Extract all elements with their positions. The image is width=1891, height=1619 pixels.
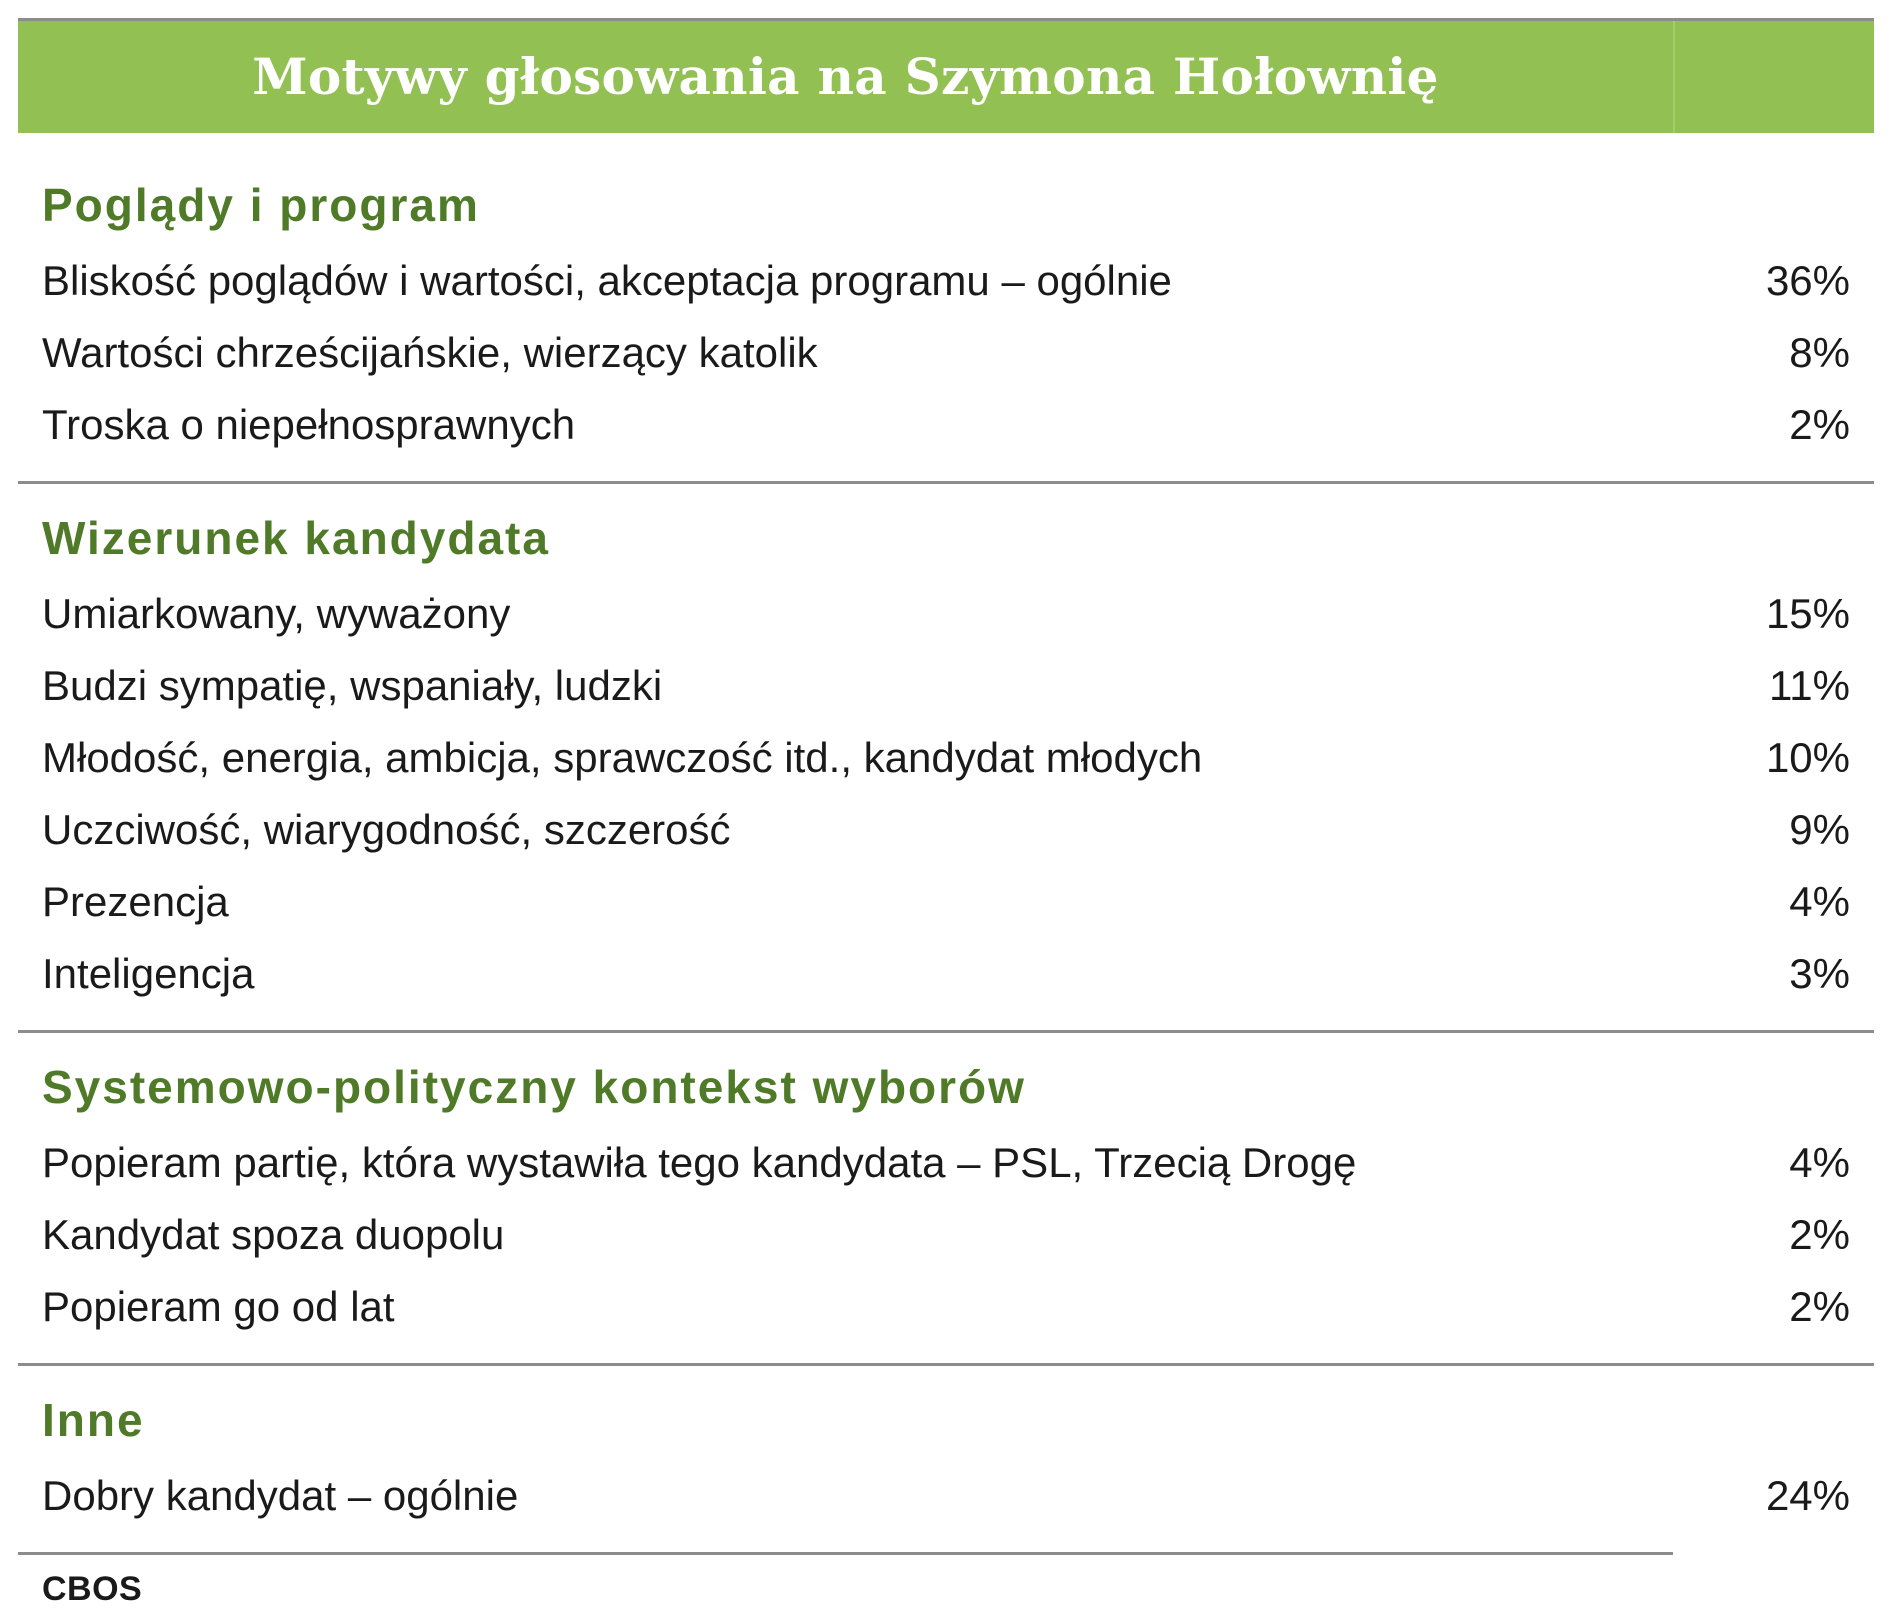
table-row [18, 866, 1874, 938]
row-label: Uczciwość, wiarygodność, szczerość [42, 806, 731, 853]
table-row [18, 650, 1874, 722]
row-value: 2% [1789, 1283, 1850, 1330]
bottom-rule [18, 1552, 1673, 1555]
row-label: Troska o niepełnosprawnych [42, 401, 576, 448]
table-row [18, 794, 1874, 866]
section-title: Inne [42, 1394, 145, 1446]
section-title: Wizerunek kandydata [42, 512, 550, 564]
row-label: Umiarkowany, wyważony [42, 590, 511, 637]
header-column-divider [1673, 21, 1675, 133]
section-political-context [18, 1033, 1874, 1363]
row-label: Inteligencja [42, 950, 255, 997]
section-title: Poglądy i program [42, 179, 480, 231]
table-row [18, 389, 1874, 461]
row-label: Popieram partię, która wystawiła tego kandydata – PSL, Trzecią Drogę [42, 1139, 1357, 1186]
table-row [18, 722, 1874, 794]
table-row [18, 1127, 1874, 1199]
row-value: 2% [1789, 401, 1850, 448]
table-title: Motywy głosowania na Szymona Hołownię [252, 47, 1439, 106]
source-label: CBOS [42, 1570, 143, 1608]
row-value: 4% [1789, 1139, 1850, 1186]
row-value: 3% [1789, 950, 1850, 997]
row-value: 11% [1769, 662, 1850, 709]
table-row [18, 1460, 1874, 1532]
table-row [18, 317, 1874, 389]
row-label: Popieram go od lat [42, 1283, 395, 1330]
table-row [18, 578, 1874, 650]
table-row [18, 1199, 1874, 1271]
row-value: 9% [1789, 806, 1850, 853]
row-label: Kandydat spoza duopolu [42, 1211, 505, 1258]
row-value: 15% [1765, 590, 1850, 637]
section-views-program [18, 133, 1874, 481]
row-label: Prezencja [42, 878, 229, 925]
section-title: Systemowo-polityczny kontekst wyborów [42, 1061, 1026, 1113]
table-row [18, 938, 1874, 1010]
table-row [18, 245, 1874, 317]
row-label: Młodość, energia, ambicja, sprawczość itd., kandydat młodych [42, 734, 1203, 781]
row-label: Wartości chrześcijańskie, wierzący katolik [42, 329, 818, 376]
row-value: 36% [1765, 257, 1850, 304]
row-label: Bliskość poglądów i wartości, akceptacja programu – ogólnie [42, 257, 1172, 304]
section-other [18, 1366, 1874, 1552]
table-row [18, 1271, 1874, 1343]
row-label: Budzi sympatię, wspaniały, ludzki [42, 662, 663, 709]
table-header [18, 21, 1874, 133]
row-value: 8% [1789, 329, 1850, 376]
row-value: 2% [1789, 1211, 1850, 1258]
motives-table [18, 18, 1874, 1555]
row-value: 4% [1789, 878, 1850, 925]
row-value: 24% [1765, 1472, 1850, 1519]
row-value: 10% [1765, 734, 1850, 781]
row-label: Dobry kandydat – ogólnie [42, 1472, 519, 1519]
section-candidate-image [18, 484, 1874, 1030]
